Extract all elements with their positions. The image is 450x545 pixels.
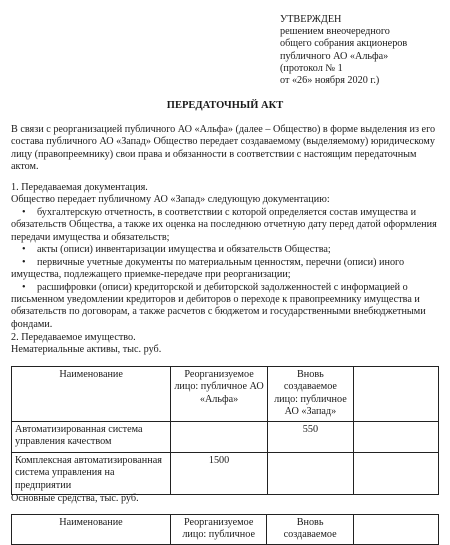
column-header [354,367,439,422]
section-lead: Общество передает публичному АО «Запад» следующую документацию: [11,194,330,206]
bullet-icon: • [22,281,26,293]
section-documentation [11,182,441,331]
column-header: Вновь создаваемое [267,515,353,545]
table-caption: Нематериальные активы, тыс. руб. [11,344,162,356]
approval-line: УТВЕРЖДЕН [280,14,342,25]
table-header-row [12,367,439,422]
list-item: • первичные учетные документы по материальным ценностям, перечни (описи) иного имущества, подлежащего приемке-передаче при реорганизации; [11,256,405,281]
documentation-list [11,207,441,331]
section-heading: 1. Передаваемая документация. [11,182,148,193]
table-cell: 1500 [171,452,267,494]
table-cell [267,452,353,494]
fixed-assets-table [11,514,439,545]
column-header: Наименование [12,367,171,422]
table-cell: Комплексная автоматизированная система управления на предприятии [12,452,171,494]
approval-stamp-block [280,14,445,87]
table-row [12,421,439,452]
approval-line: публичного АО «Альфа» [280,50,389,62]
document-title: ПЕРЕДАТОЧНЫЙ АКТ [166,100,284,111]
bullet-icon: • [22,256,26,268]
approval-line: решением внеочередного [280,26,390,38]
column-header: Наименование [12,515,171,545]
table-cell [171,421,267,452]
list-item: • бухгалтерскую отчетность, в соответствии с которой определяется состав имущества и обязательств Общества, а также их оценка на последнюю отчетную дату перед датой оформления передачи имущества и обязательств; [11,206,437,243]
column-header: Реорганизуемое лицо: публичное [170,515,267,545]
table-cell: 550 [267,421,353,452]
approval-line: (протокол № 1 [280,62,343,74]
table-cell: Автоматизированная система управления качеством [12,421,171,452]
column-header: Реорганизуемое лицо: публичное АО «Альфа» [171,367,267,422]
list-item: • расшифровки (описи) кредиторской и дебиторской задолженностей с информацией о письменном уведомлении кредиторов и дебиторов о переходе к правопреемнику имущества и обязательств по договорам, а также расчетов с бюджетом и государственными внебюджетными фондами. [11,281,426,330]
intangible-assets-table [11,366,439,495]
approval-line: общего собрания акционеров [280,38,408,50]
bullet-icon: • [22,244,26,256]
section-property [11,332,441,357]
section-heading: 2. Передаваемое имущество. [11,332,136,343]
table-caption: Основные средства, тыс. руб. [11,493,139,504]
intro-paragraph: В связи с реорганизацией публичного АО «Альфа» (далее – Общество) в форме выделения из его состава публичного АО «Запад» Общество передает создаваемому (выделяемому) юридическому лицу (правопреемнику) свои права и обязанности в соответствии с настоящим передаточным актом. [11,124,436,173]
approval-line: от «26» ноября 2020 г.) [280,75,380,87]
table-row [12,452,439,494]
bullet-icon: • [22,206,26,218]
table-cell [354,452,439,494]
list-item: • акты (описи) инвентаризации имущества и обязательств Общества; [22,244,331,256]
column-header: Вновь создаваемое лицо: публичное АО «Запад» [267,367,353,422]
table-cell [354,421,439,452]
